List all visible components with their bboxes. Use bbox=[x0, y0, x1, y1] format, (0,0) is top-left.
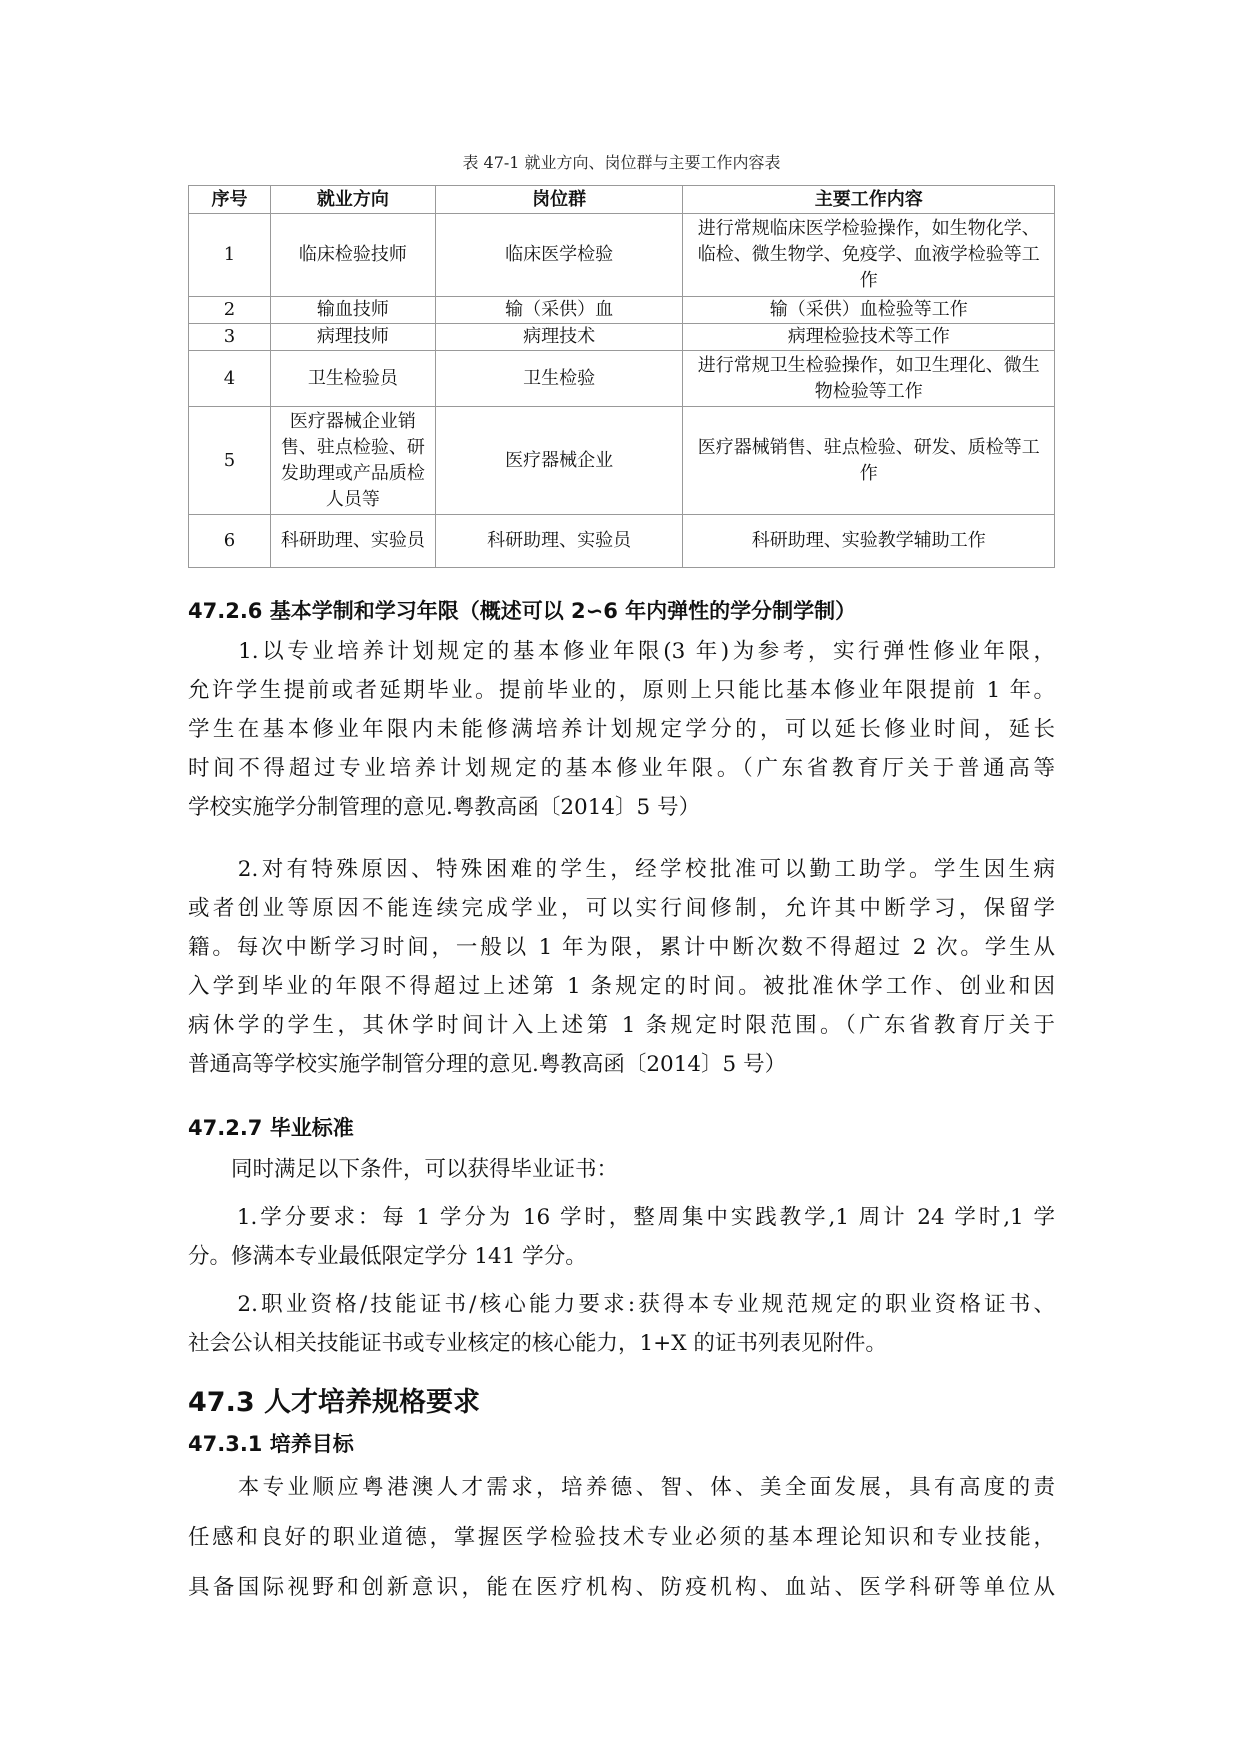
table-cell: 科研助理、实验员 bbox=[435, 515, 683, 568]
text-line: 学校实施学分制管理的意见.粤教高函〔2014〕5 号） bbox=[188, 795, 701, 820]
text-line: 病休学的学生，其休学时间计入上述第 1 条规定时限范围。（广东省教育厅关于 bbox=[188, 1013, 1055, 1038]
table-row bbox=[189, 214, 1055, 297]
heading-47-3: 47.3 人才培养规格要求 bbox=[188, 1387, 481, 1418]
table-cell: 5 bbox=[189, 407, 271, 515]
table-cell: 卫生检验员 bbox=[270, 351, 435, 407]
paragraph-suspension bbox=[188, 850, 1055, 1084]
text-line: 学生在基本修业年限内未能修满培养计划规定学分的，可以延长修业时间，延长 bbox=[188, 717, 1055, 742]
column-header: 岗位群 bbox=[435, 186, 683, 214]
table-cell: 医疗器械销售、驻点检验、研发、质检等工作 bbox=[683, 407, 1055, 515]
table-cell: 6 bbox=[189, 515, 271, 568]
paragraph-training-goal bbox=[188, 1463, 1055, 1613]
table-cell: 进行常规卫生检验操作，如卫生理化、微生物检验等工作 bbox=[683, 351, 1055, 407]
paragraph-graduation-intro bbox=[188, 1150, 1055, 1189]
paragraph-credit-requirement bbox=[188, 1198, 1055, 1276]
text-line: 籍。每次中断学习时间，一般以 1 年为限，累计中断次数不得超过 2 次。学生从 bbox=[188, 935, 1055, 960]
table-cell: 输（采供）血 bbox=[435, 297, 683, 324]
text-line: 同时满足以下条件，可以获得毕业证书： bbox=[188, 1157, 619, 1182]
text-line: 分。修满本专业最低限定学分 141 学分。 bbox=[188, 1244, 587, 1269]
table-cell: 科研助理、实验员 bbox=[270, 515, 435, 568]
table-cell: 输（采供）血检验等工作 bbox=[683, 297, 1055, 324]
table-cell: 1 bbox=[189, 214, 271, 297]
table-cell: 医疗器械企业销售、驻点检验、研发助理或产品质检人员等 bbox=[270, 407, 435, 515]
table-cell: 4 bbox=[189, 351, 271, 407]
column-header: 主要工作内容 bbox=[683, 186, 1055, 214]
text-line: 1.学分要求：每 1 学分为 16 学时，整周集中实践教学,1 周计 24 学时,1 学 bbox=[188, 1205, 1055, 1230]
text-line: 1.以专业培养计划规定的基本修业年限(3 年)为参考，实行弹性修业年限， bbox=[188, 639, 1055, 664]
table-cell: 卫生检验 bbox=[435, 351, 683, 407]
column-header: 就业方向 bbox=[270, 186, 435, 214]
table-caption: 表 47-1 就业方向、岗位群与主要工作内容表 bbox=[462, 153, 781, 172]
text-line: 本专业顺应粤港澳人才需求，培养德、智、体、美全面发展，具有高度的责 bbox=[188, 1475, 1055, 1500]
table-row bbox=[189, 351, 1055, 407]
table-cell: 医疗器械企业 bbox=[435, 407, 683, 515]
text-line: 允许学生提前或者延期毕业。提前毕业的，原则上只能比基本修业年限提前 1 年。 bbox=[188, 678, 1055, 703]
table-row bbox=[189, 407, 1055, 515]
table-cell: 病理检验技术等工作 bbox=[683, 324, 1055, 351]
text-line: 具备国际视野和创新意识，能在医疗机构、防疫机构、血站、医学科研等单位从 bbox=[188, 1575, 1055, 1600]
text-line: 社会公认相关技能证书或专业核定的核心能力，1+X 的证书列表见附件。 bbox=[188, 1331, 887, 1356]
table-row bbox=[189, 515, 1055, 568]
text-line: 2.职业资格/技能证书/核心能力要求:获得本专业规范规定的职业资格证书、 bbox=[188, 1292, 1055, 1317]
table-cell: 进行常规临床医学检验操作，如生物化学、临检、微生物学、免疫学、血液学检验等工作 bbox=[683, 214, 1055, 297]
table-cell: 病理技术 bbox=[435, 324, 683, 351]
paragraph-certificate-requirement bbox=[188, 1285, 1055, 1363]
heading-47-3-1: 47.3.1 培养目标 bbox=[188, 1432, 354, 1456]
table-header-row bbox=[189, 186, 1055, 214]
heading-47-2-6: 47.2.6 基本学制和学习年限（概述可以 2∽6 年内弹性的学分制学制） bbox=[188, 599, 857, 623]
column-header: 序号 bbox=[189, 186, 271, 214]
table-row bbox=[189, 297, 1055, 324]
text-line: 时间不得超过专业培养计划规定的基本修业年限。（广东省教育厅关于普通高等 bbox=[188, 756, 1055, 781]
table-row bbox=[189, 324, 1055, 351]
text-line: 2.对有特殊原因、特殊困难的学生，经学校批准可以勤工助学。学生因生病 bbox=[188, 857, 1055, 882]
table-cell: 输血技师 bbox=[270, 297, 435, 324]
text-line: 普通高等学校实施学制管分理的意见.粤教高函〔2014〕5 号） bbox=[188, 1052, 787, 1077]
heading-47-2-7: 47.2.7 毕业标准 bbox=[188, 1116, 354, 1140]
table-cell: 病理技师 bbox=[270, 324, 435, 351]
text-line: 入学到毕业的年限不得超过上述第 1 条规定的时间。被批准休学工作、创业和因 bbox=[188, 974, 1055, 999]
table-cell: 临床检验技师 bbox=[270, 214, 435, 297]
employment-table bbox=[188, 185, 1055, 568]
text-line: 或者创业等原因不能连续完成学业，可以实行间修制，允许其中断学习，保留学 bbox=[188, 896, 1055, 921]
table-cell: 3 bbox=[189, 324, 271, 351]
table-cell: 科研助理、实验教学辅助工作 bbox=[683, 515, 1055, 568]
table-cell: 2 bbox=[189, 297, 271, 324]
table-cell: 临床医学检验 bbox=[435, 214, 683, 297]
paragraph-flexible-years bbox=[188, 632, 1055, 827]
text-line: 任感和良好的职业道德，掌握医学检验技术专业必须的基本理论知识和专业技能， bbox=[188, 1525, 1055, 1550]
